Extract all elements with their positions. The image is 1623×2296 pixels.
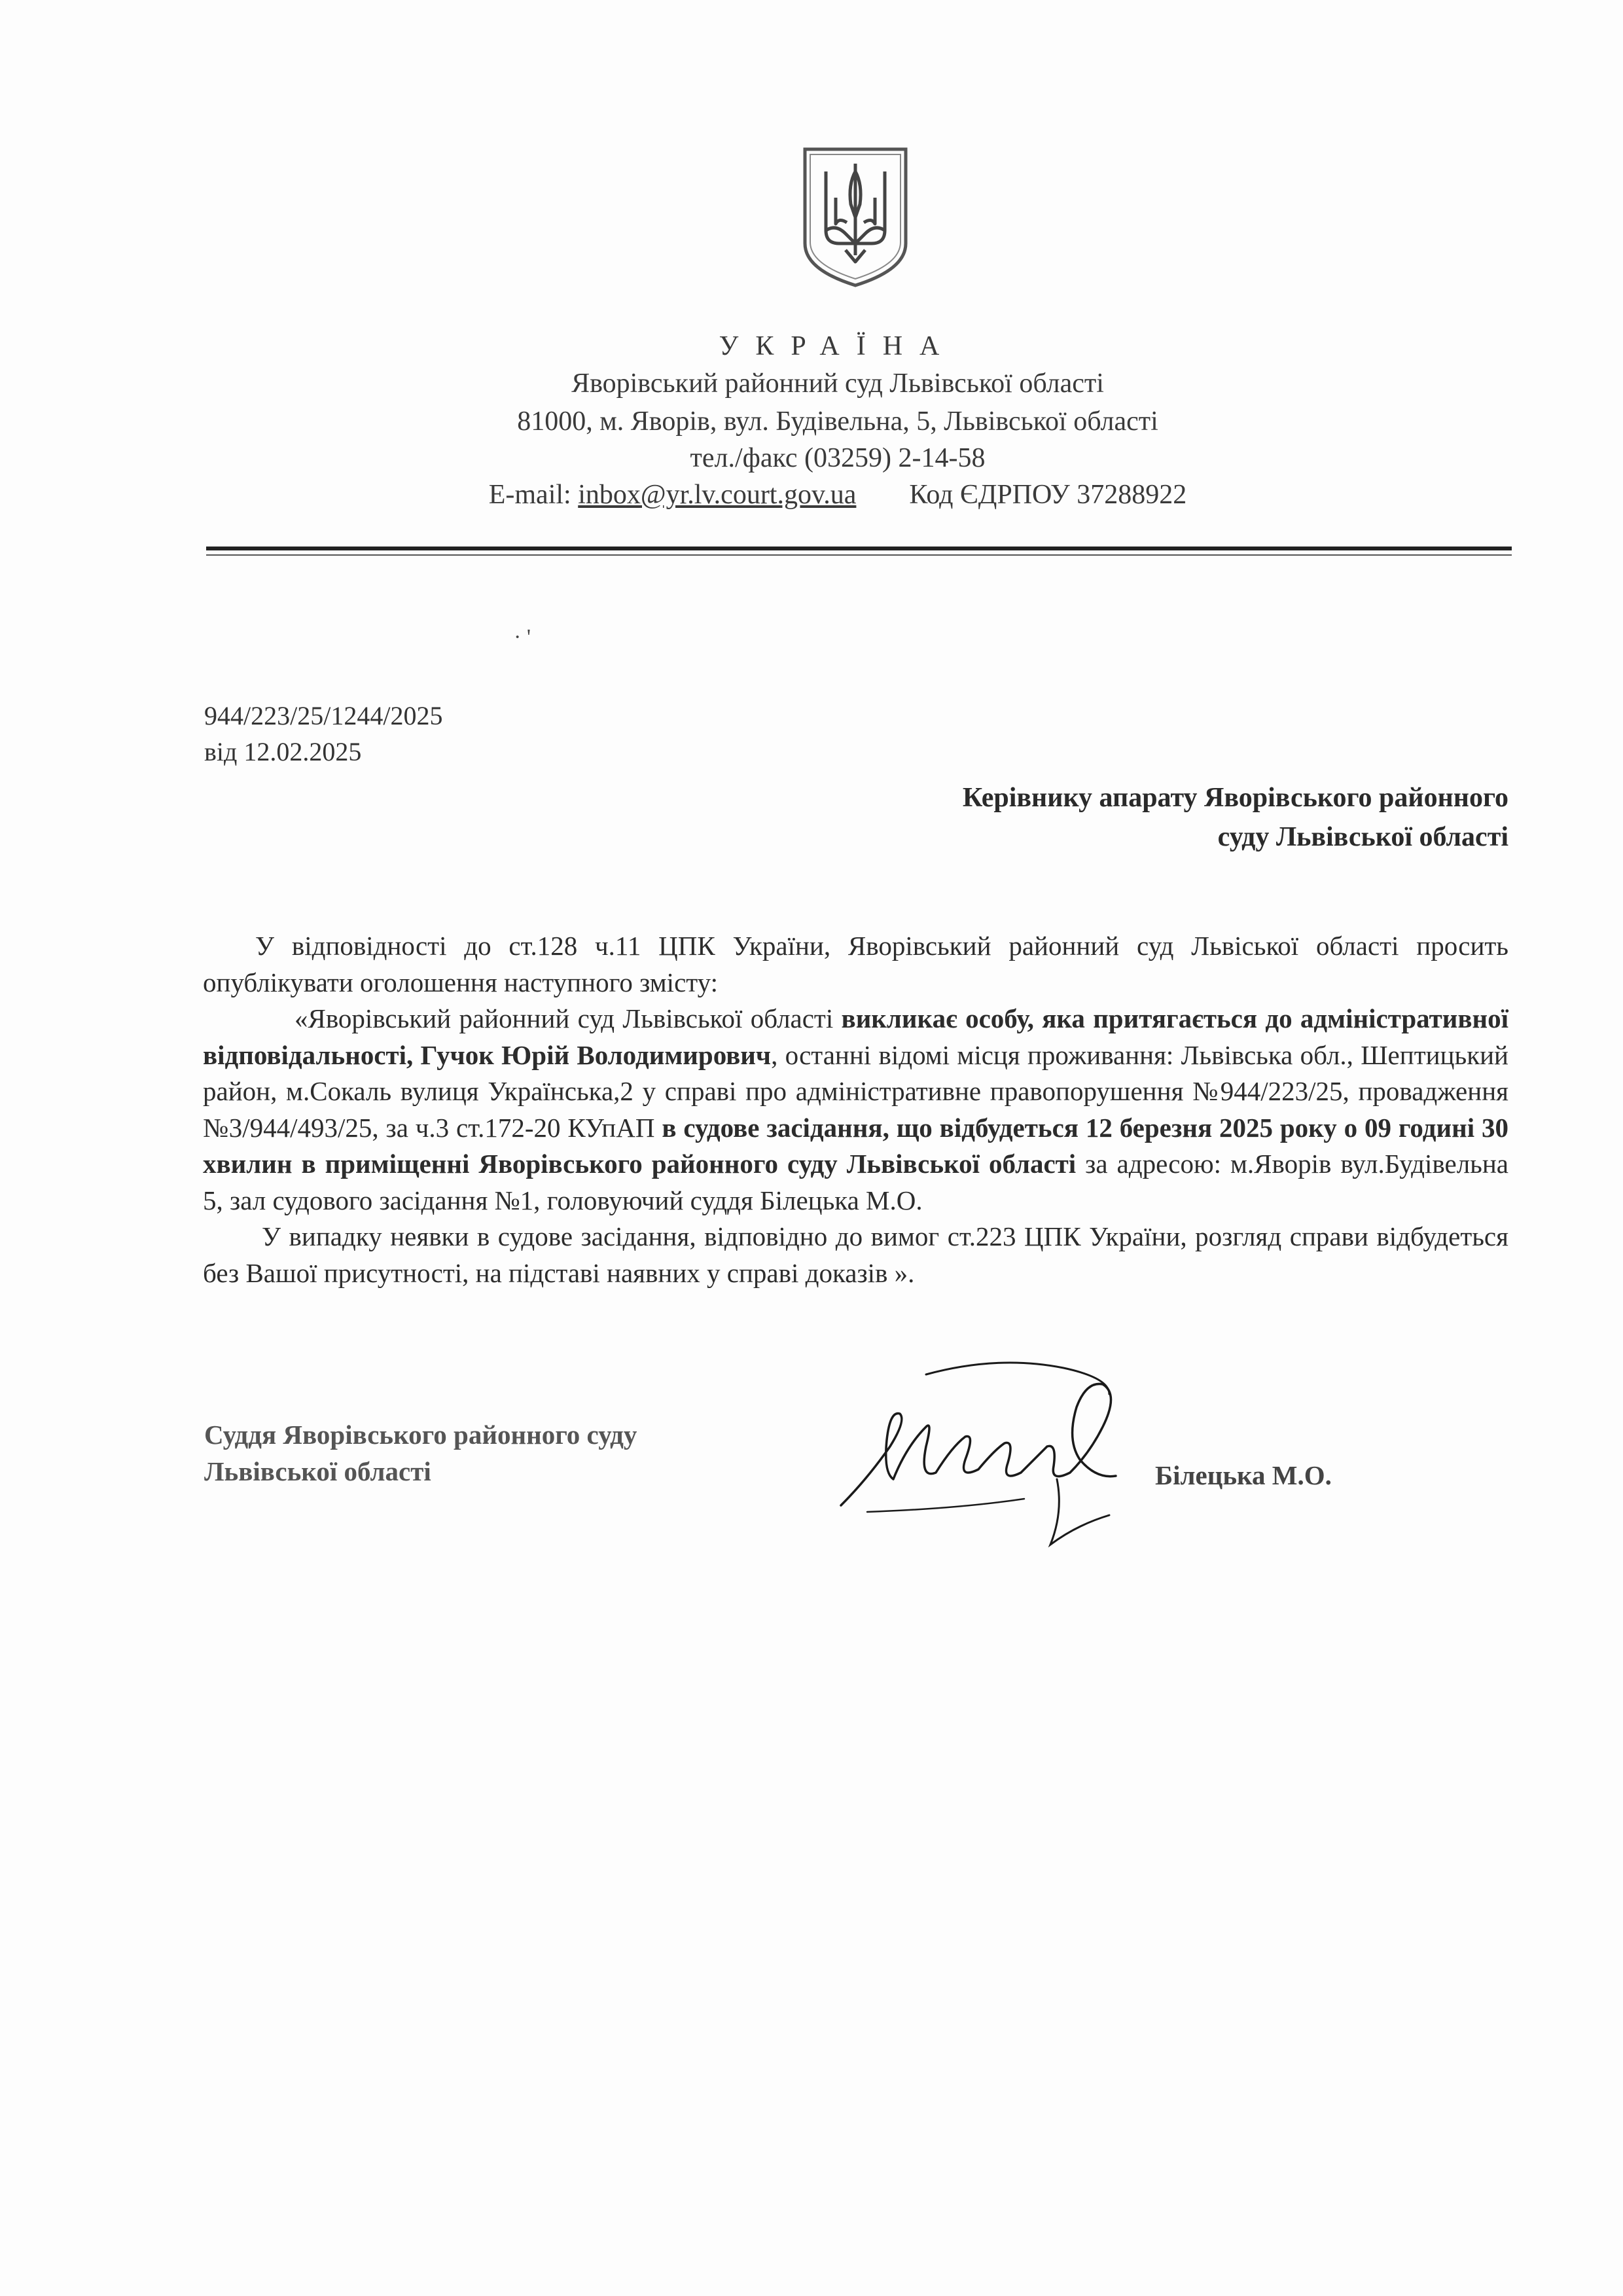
body-paragraph-2 (203, 1001, 1508, 1219)
body-text-segment: , останні відомі місця проживання: Львівська обл., Шептицький район, м.Сокаль вулиця Українська,2 у справі про адміністративне правопорушення №944/223/25, провадження №3/944/493/25, за ч.3 ст.172-20 КУпАП (203, 1039, 1508, 1143)
signer-name: Білецька М.О. (1155, 1460, 1332, 1490)
signer-title-line-2: Львівської області (204, 1456, 431, 1486)
court-address: 81000, м. Яворів, вул. Будівельна, 5, Львівської області (517, 406, 1158, 437)
court-contact-line (196, 479, 1479, 511)
country-name: УКРАЇНА (719, 331, 957, 361)
email-label: E-mail: (488, 480, 571, 510)
court-phone: тел./факс (03259) 2-14-58 (690, 443, 986, 473)
signer-title-line-1: Суддя Яворівського районного суду (204, 1420, 637, 1450)
email-link[interactable]: inbox@yr.lv.court.gov.ua (578, 480, 857, 510)
body-bold-segment: в судове засідання, що відбудеться 12 березня 2025 року о 09 годині 30 хвилин в приміщенні Яворівського районного суду Львівської області (203, 1112, 1508, 1179)
body-paragraph-3: У випадку неявки в судове засідання, відповідно до вимог ст.223 ЦПК України, розгляд справи відбудеться без Вашої присутності, на підставі наявних у справі доказів ». (203, 1221, 1508, 1288)
trident-coat-of-arms-icon (800, 145, 911, 289)
body-text-segment: за адресою: м.Яворів вул.Будівельна 5, зал судового засідання №1, головуючий суддя Білецька М.О. (203, 1149, 1508, 1215)
edrpou-code: Код ЄДРПОУ 37288922 (909, 480, 1187, 510)
body-bold-segment: викликає особу, яка притягається до адміністративної відповідальності, Гучок Юрій Володимирович (203, 1003, 1508, 1070)
header-divider (206, 547, 1512, 550)
reference-date: від 12.02.2025 (204, 737, 362, 766)
court-name: Яворівський районний суд Львівської області (571, 368, 1104, 399)
stray-mark: · ' (514, 625, 531, 649)
body-text-segment: «Яворівський районний суд Львівської області (294, 1003, 842, 1033)
handwritten-signature (828, 1348, 1155, 1558)
addressee-line-1: Керівнику апарату Яворівського районного (962, 783, 1508, 813)
header-divider-thin (206, 554, 1512, 556)
body-paragraph-1: У відповідності до ст.128 ч.11 ЦПК України, Яворівський районний суд Львіської області просить опублікувати оголошення наступного змісту: (203, 931, 1508, 997)
letter-body (203, 928, 1508, 1291)
addressee-line-2: суду Львівської області (1217, 822, 1508, 852)
reference-number: 944/223/25/1244/2025 (204, 701, 443, 730)
